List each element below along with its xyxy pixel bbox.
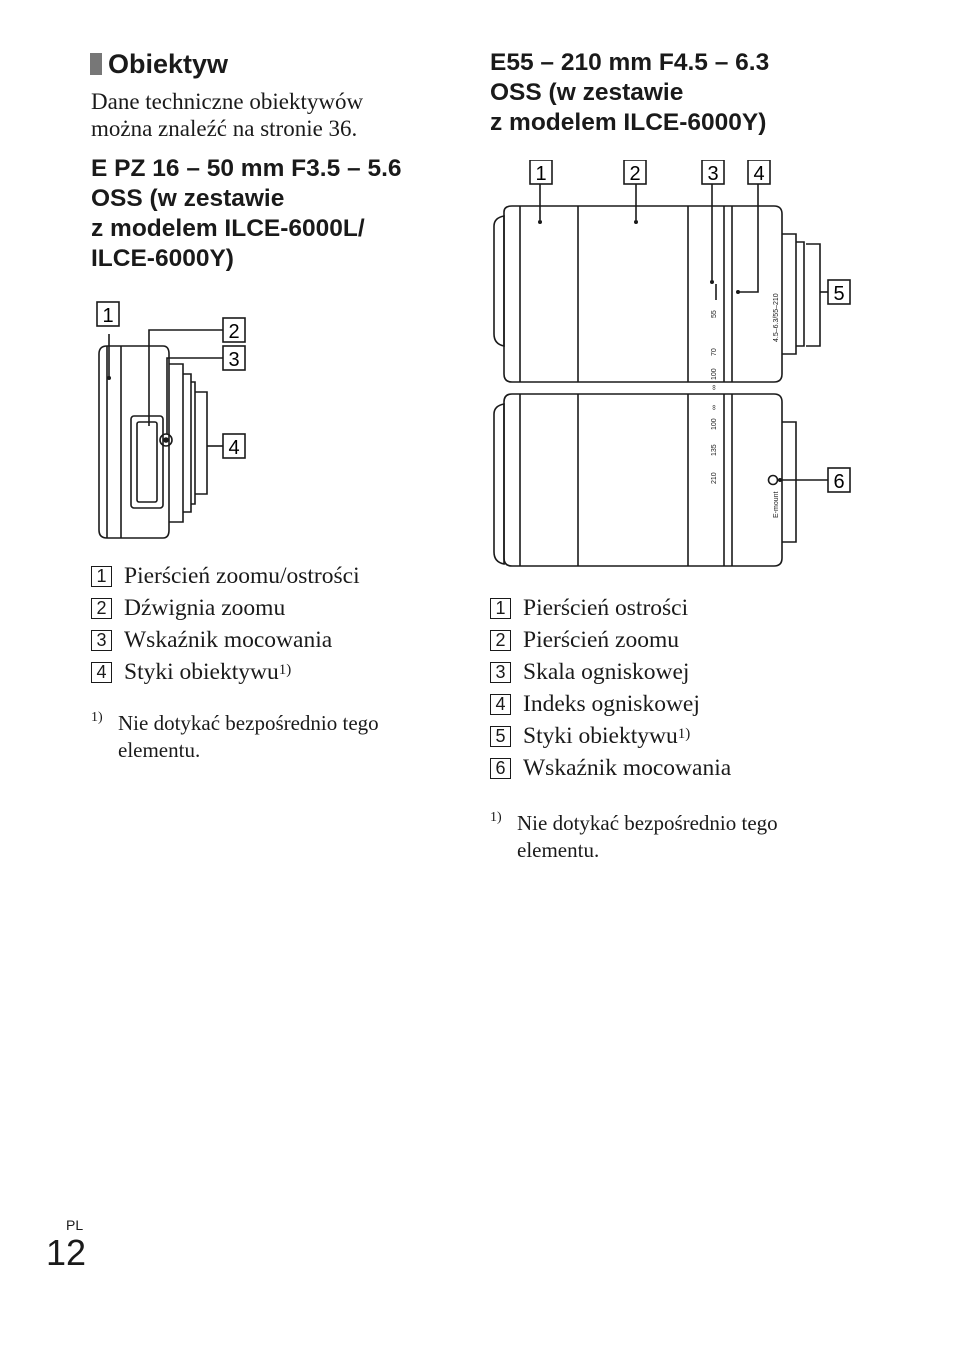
lens2-scale-label: 135 (711, 444, 718, 456)
list-item: 5 Styki obiektywu $^{1)}$ (490, 720, 880, 752)
item-number: 3 (91, 630, 112, 651)
item-number: 2 (91, 598, 112, 619)
section-title-text: Obiektyw (108, 49, 229, 79)
item-label: Pierścień ostrości (523, 595, 689, 621)
svg-text:5: 5 (833, 283, 845, 305)
item-label: Styki obiektywu (523, 723, 678, 749)
item-label: Skala ogniskowej (523, 659, 690, 685)
list-item (490, 624, 880, 656)
lens1-parts-list (91, 560, 451, 688)
lens2-heading (490, 48, 880, 138)
lens2-callout (828, 280, 850, 305)
item-label: Indeks ogniskowej (523, 691, 700, 717)
section-marker-icon (90, 53, 102, 75)
item-number: 1 (91, 566, 112, 587)
item-label: Wskaźnik mocowania (523, 755, 732, 781)
svg-text:1: 1 (535, 163, 547, 185)
footnote-mark: 1) (490, 810, 502, 825)
lens1-callout (223, 346, 245, 371)
lens1-callout (223, 434, 245, 459)
footnote-line-2: elementu. (118, 738, 201, 762)
item-number: 4 (91, 662, 112, 683)
list-item (91, 592, 451, 624)
lens2-scale-label: 210 (711, 472, 718, 484)
item-label: Pierścień zoomu (523, 627, 679, 653)
lens1-footnote (91, 710, 451, 764)
item-number: 5 (490, 726, 511, 747)
lens1-heading-line: z modelem ILCE-6000L/ (91, 215, 365, 242)
svg-text:4: 4 (228, 437, 240, 459)
footnote-mark: 1) (91, 710, 103, 725)
svg-text:4: 4 (753, 163, 765, 185)
section-title (91, 48, 451, 80)
lens1-heading-line: ILCE-6000Y) (91, 245, 234, 272)
section-intro (91, 88, 451, 142)
lens2-mount-text: E-mount (773, 491, 780, 518)
svg-text:2: 2 (629, 163, 641, 185)
lens2-scale-label: ∞ (711, 405, 718, 410)
lens1-callout (223, 318, 245, 343)
item-number: 1 (490, 598, 511, 619)
lens2-callout (748, 160, 770, 185)
lens2-diagram (490, 160, 860, 580)
footnote-line-1: Nie dotykać bezpośrednio tego (517, 811, 778, 835)
lens1-zoom-lever (131, 416, 163, 508)
svg-text:6: 6 (833, 471, 845, 493)
item-label: Pierścień zoomu/ostrości (124, 563, 360, 589)
list-item: 4 Styki obiektywu $^{1)}$ (91, 656, 451, 688)
lens1-callout (97, 302, 119, 327)
left-column (91, 48, 451, 764)
lens2-body-top (504, 206, 782, 382)
item-number: 2 (490, 630, 511, 651)
footnote-line-1: Nie dotykać bezpośrednio tego (118, 711, 379, 735)
right-column (490, 48, 880, 864)
lens2-mount-index (769, 476, 778, 485)
page-language: PL (66, 1217, 84, 1233)
lens2-heading-line: E55 – 210 mm F4.5 – 6.3 (490, 49, 770, 76)
list-item (91, 560, 451, 592)
lens2-callout (828, 468, 850, 493)
svg-text:1: 1 (102, 305, 114, 327)
lens1-heading (91, 154, 451, 274)
list-item (490, 688, 880, 720)
lens2-heading-line: OSS (w zestawie (490, 79, 684, 106)
item-number: 4 (490, 694, 511, 715)
svg-text:3: 3 (707, 163, 719, 185)
list-item (490, 656, 880, 688)
item-label: Styki obiektywu (124, 659, 279, 685)
svg-text:3: 3 (228, 349, 240, 371)
item-number: 3 (490, 662, 511, 683)
list-item (490, 592, 880, 624)
intro-line-2: można znaleźć na stronie 36. (91, 116, 358, 141)
lens2-callout (624, 160, 646, 185)
lens2-callout (702, 160, 724, 185)
lens2-marking: 4.5–6.3/55–210 (773, 293, 780, 342)
lens2-scale-label: 55 (711, 310, 718, 318)
item-label: Wskaźnik mocowania (124, 627, 333, 653)
lens1-heading-line: E PZ 16 – 50 mm F3.5 – 5.6 (91, 155, 402, 182)
list-item (91, 624, 451, 656)
lens1-diagram (91, 298, 291, 548)
lens1-heading-line: OSS (w zestawie (91, 185, 285, 212)
lens2-callout (530, 160, 552, 185)
lens2-scale-label: 70 (711, 348, 718, 356)
lens2-body-bottom (504, 394, 782, 566)
item-label: Dźwignia zoomu (124, 595, 286, 621)
lens2-scale-label: 100 (711, 368, 718, 380)
svg-text:2: 2 (228, 321, 240, 343)
item-number: 6 (490, 758, 511, 779)
lens2-footnote (490, 810, 880, 864)
page-number: 12 (46, 1232, 87, 1273)
footnote-line-2: elementu. (517, 838, 600, 862)
intro-line-1: Dane techniczne obiektywów (91, 89, 364, 114)
lens2-scale-label: 100 (711, 418, 718, 430)
lens2-parts-list (490, 592, 880, 784)
lens2-scale-label: ∞ (711, 385, 718, 390)
lens2-heading-line: z modelem ILCE-6000Y) (490, 109, 767, 136)
list-item (490, 752, 880, 784)
